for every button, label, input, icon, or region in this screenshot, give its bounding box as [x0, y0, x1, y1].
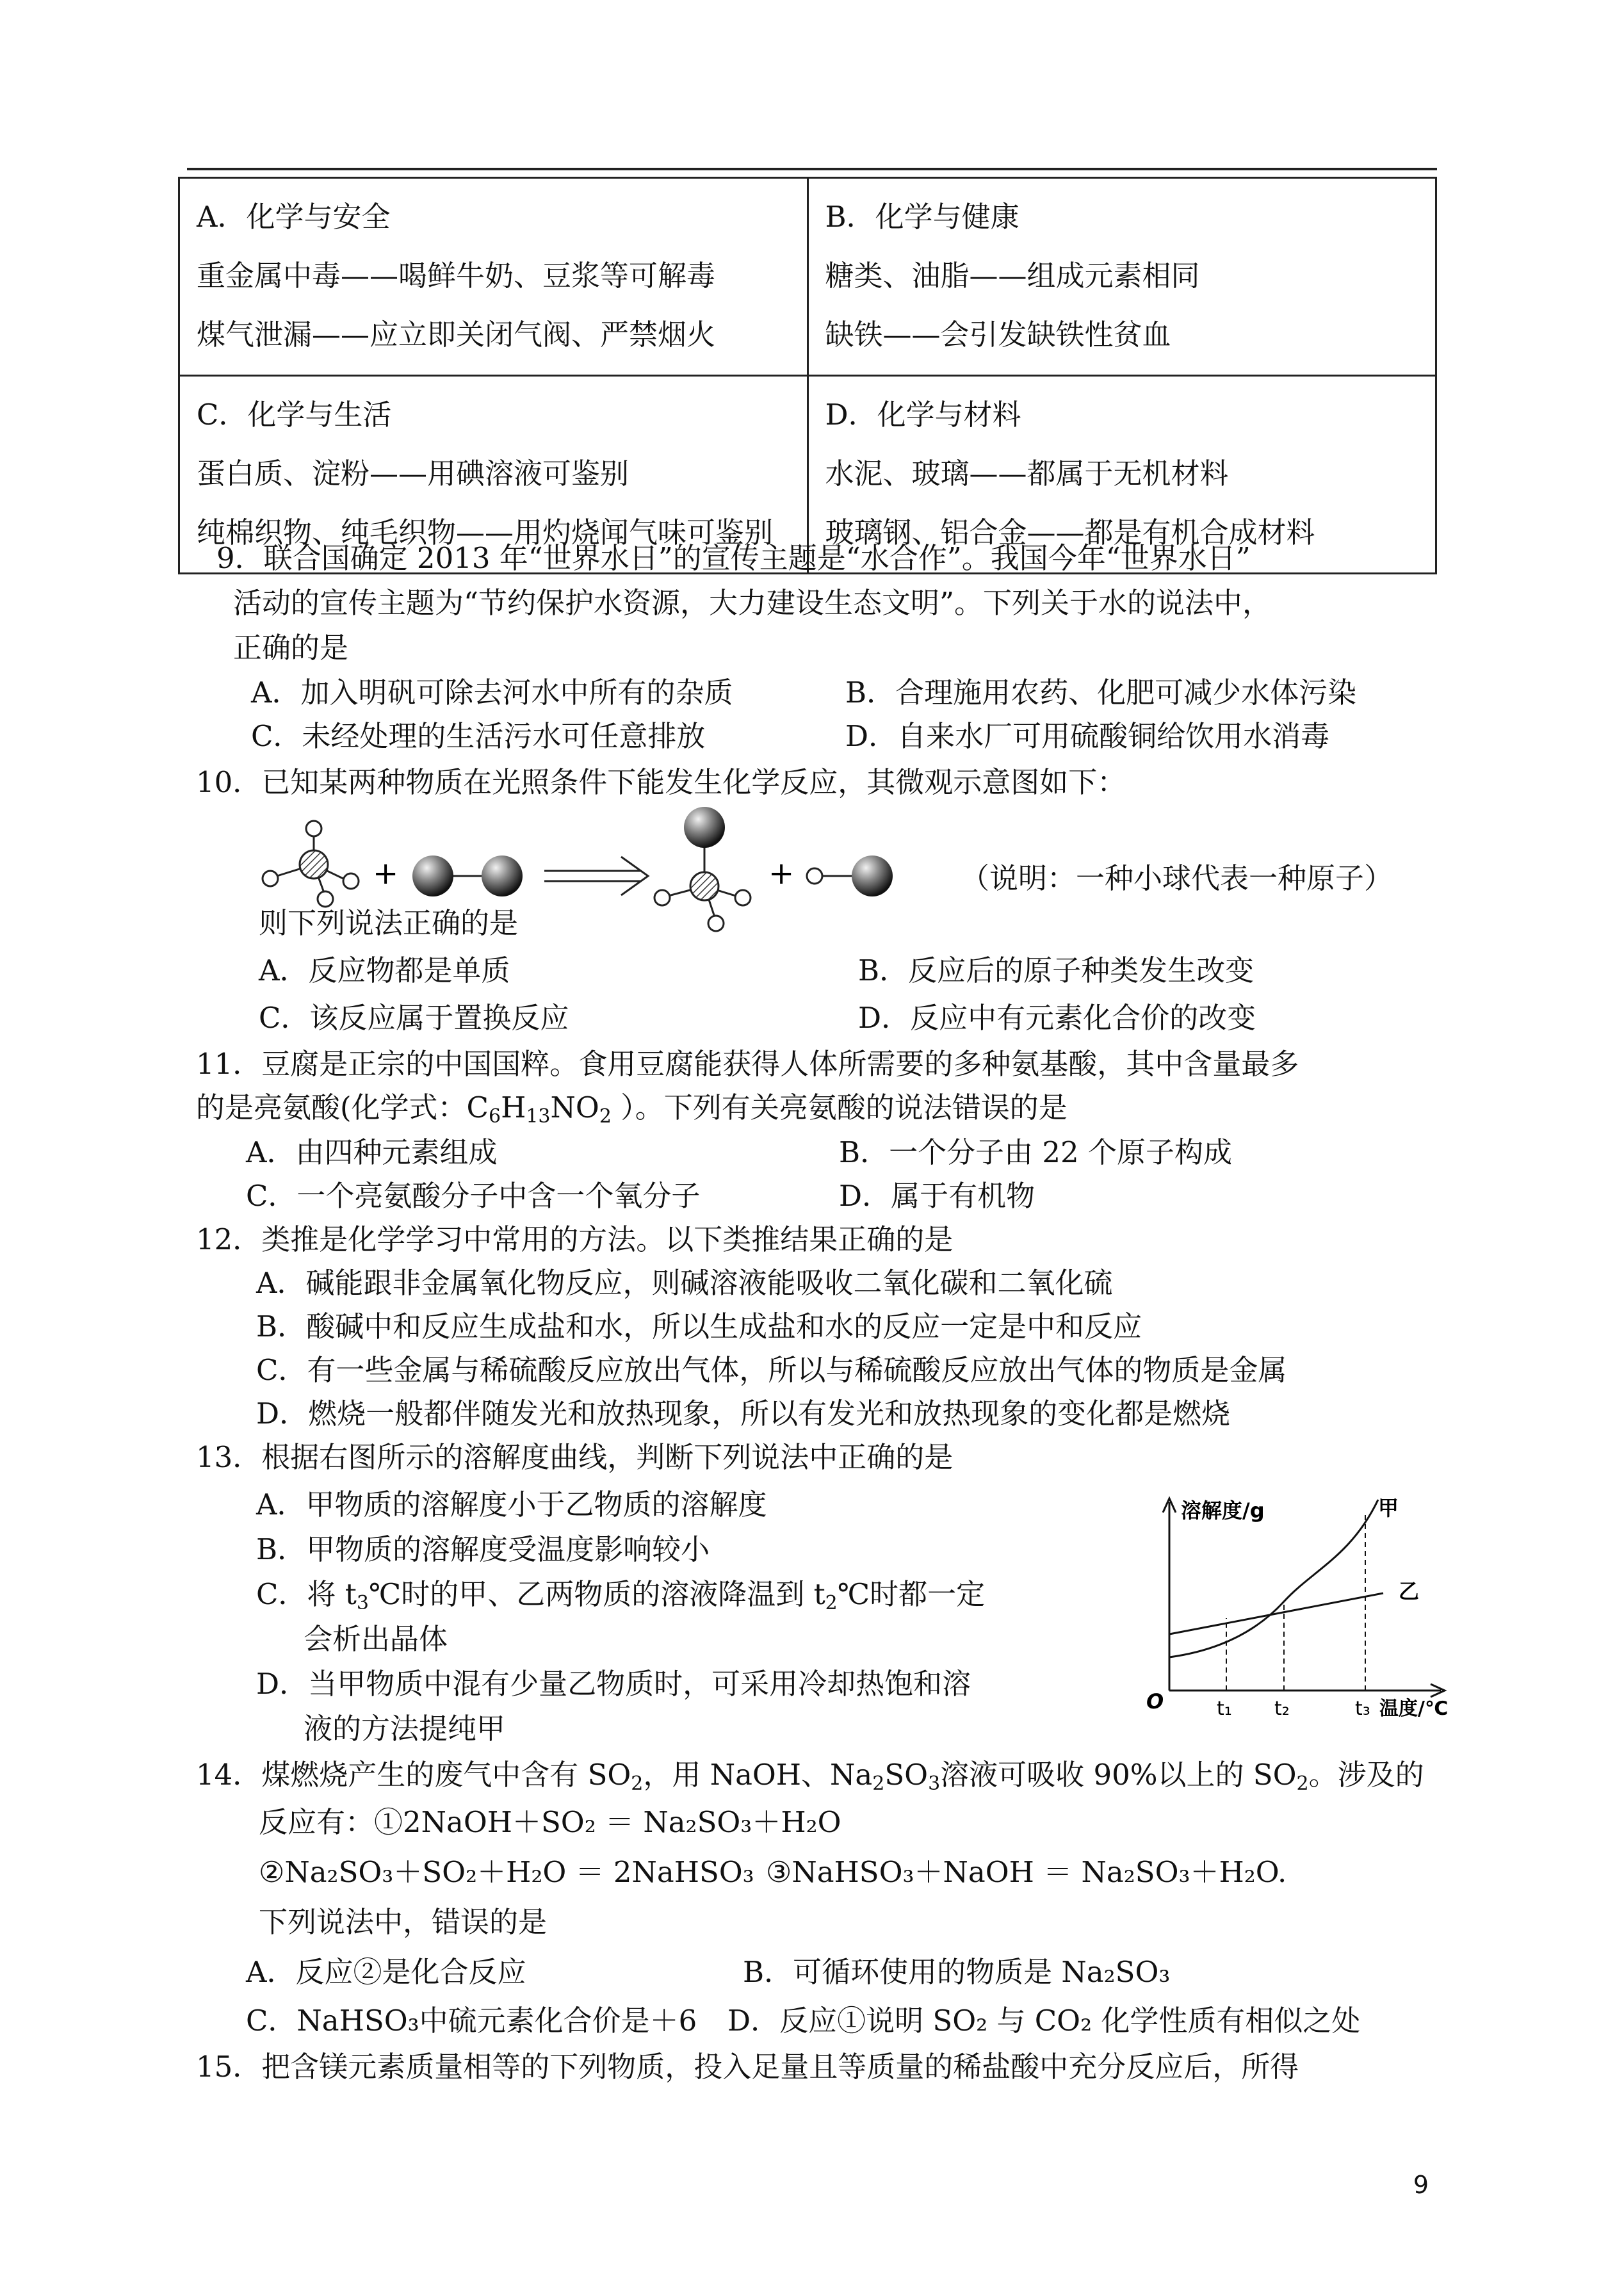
q14-l1-b: ，用 NaOH、Na — [643, 1758, 873, 1792]
origin-label: O — [1146, 1689, 1164, 1714]
q11-option-a: A．由四种元素组成 — [246, 1135, 498, 1169]
chloromethane-molecule — [654, 807, 751, 931]
q13-option-c-line-1 — [256, 1575, 985, 1614]
q9-option-b: B．合理施用农药、化肥可减少水体污染 — [845, 676, 1357, 710]
q14-line-4: 下列说法中，错误的是 — [259, 1905, 548, 1939]
cell-b-line-2: 缺铁——会引发缺铁性贫血 — [825, 318, 1171, 352]
cell-d-title: D．化学与材料 — [825, 398, 1021, 432]
q14-sub-1: 2 — [631, 1772, 644, 1795]
q14-line-3a: ②Na₂SO₃＋SO₂＋H₂O ＝ 2NaHSO₃ — [259, 1855, 754, 1889]
q12-option-a: A．碱能跟非金属氧化物反应，则碱溶液能吸收二氧化碳和二氧化硫 — [256, 1266, 1113, 1300]
cell-c-line-1: 蛋白质、淀粉——用碘溶液可鉴别 — [197, 457, 629, 491]
q14-line-2: 反应有：①2NaOH＋SO₂ ＝ Na₂SO₃＋H₂O — [259, 1805, 841, 1839]
q9-option-a: A．加入明矾可除去河水中所有的杂质 — [251, 676, 733, 710]
q13-option-d-line-1: D．当甲物质中混有少量乙物质时，可采用冷却热饱和溶 — [256, 1667, 971, 1701]
q10-note: （说明：一种小球代表一种原子） — [961, 861, 1393, 895]
x-axis-label: 温度/℃ — [1379, 1698, 1449, 1720]
q13-c-sub-t2: 2 — [825, 1592, 838, 1614]
series-jia-curve — [1169, 1500, 1378, 1657]
chlorine-molecule — [412, 856, 523, 896]
q10-option-a: A．反应物都是单质 — [259, 953, 510, 987]
top-rule — [187, 168, 1437, 170]
q14-option-c: C．NaHSO₃中硫元素化合价是＋6 — [246, 2004, 697, 2038]
cell-a-line-2: 煤气泄漏——应立即关闭气阀、严禁烟火 — [197, 318, 716, 352]
q13-option-a: A．甲物质的溶解度小于乙物质的溶解度 — [256, 1488, 767, 1521]
q14-l1-a: 14．煤燃烧产生的废气中含有 SO — [196, 1758, 631, 1792]
q14-sub-2: 2 — [872, 1772, 885, 1795]
methane-molecule — [263, 821, 359, 907]
plus-sign-1: + — [373, 856, 399, 891]
q9-option-c: C．未经处理的生活污水可任意排放 — [251, 719, 706, 753]
q12-line-1: 12．类推是化学学习中常用的方法。以下类推结果正确的是 — [196, 1222, 954, 1256]
y-axis-label: 溶解度/g — [1181, 1498, 1265, 1523]
q10-option-b: B．反应后的原子种类发生改变 — [858, 953, 1255, 987]
q12-option-c: C．有一些金属与稀硫酸反应放出气体，所以与稀硫酸反应放出气体的物质是金属 — [256, 1353, 1287, 1387]
q11-line-2-text: 的是亮氨酸(化学式：C — [196, 1091, 489, 1124]
knowledge-table — [178, 177, 1437, 574]
cell-a — [179, 178, 808, 376]
plus-sign-2: + — [768, 856, 795, 891]
q9-option-d: D．自来水厂可用硫酸铜给饮用水消毒 — [845, 719, 1330, 753]
hydrogen-chloride-molecule — [807, 856, 893, 896]
q13-c-pre: C．将 t — [256, 1577, 357, 1611]
solubility-chart — [1140, 1479, 1511, 1723]
page-number: 9 — [1413, 2171, 1429, 2199]
q9-line-3: 正确的是 — [233, 631, 349, 665]
q14-option-d: D．反应①说明 SO₂ 与 CO₂ 化学性质有相似之处 — [727, 2004, 1361, 2038]
q9-line-2: 活动的宣传主题为“节约保护水资源，大力建设生态文明”。下列关于水的说法中， — [233, 586, 1272, 620]
q11-sub-2: 2 — [599, 1105, 612, 1128]
q14-line-1 — [196, 1756, 1424, 1794]
cell-b-line-1: 糖类、油脂——组成元素相同 — [825, 259, 1200, 293]
q13-line-1: 13．根据右图所示的溶解度曲线，判断下列说法中正确的是 — [196, 1440, 954, 1474]
q12-option-b: B．酸碱中和反应生成盐和水，所以生成盐和水的反应一定是中和反应 — [256, 1310, 1142, 1343]
q11-line-2 — [196, 1089, 1068, 1127]
tick-label-t2: t₂ — [1274, 1698, 1290, 1720]
cell-c-line-2: 纯棉织物、纯毛织物——用灼烧闻气味可鉴别 — [197, 515, 774, 549]
q14-sub-4: 2 — [1296, 1772, 1309, 1795]
q11-h: H — [501, 1091, 526, 1124]
q9-line-1: 9．联合国确定 2013 年“世界水日”的宣传主题是“水合作”。我国今年“世界水日” — [216, 541, 1251, 575]
q13-option-b: B．甲物质的溶解度受温度影响较小 — [256, 1532, 710, 1566]
q11-line-2-end: ）。下列有关亮氨酸的说法错误的是 — [611, 1091, 1068, 1124]
q10-line-1: 10．已知某两种物质在光照条件下能发生化学反应，其微观示意图如下： — [196, 765, 1126, 799]
q14-option-a: A．反应②是化合反应 — [246, 1955, 526, 1989]
q13-option-d-line-2: 液的方法提纯甲 — [304, 1712, 506, 1746]
q14-sub-3: 3 — [928, 1772, 941, 1795]
q14-l1-d: 溶液可吸收 90%以上的 SO — [940, 1758, 1297, 1792]
q11-sub-6: 6 — [489, 1105, 501, 1128]
q11-sub-13: 13 — [526, 1105, 551, 1128]
q10-option-d: D．反应中有元素化合价的改变 — [858, 1001, 1256, 1035]
q12-option-d: D．燃烧一般都伴随发光和放热现象，所以有发光和放热现象的变化都是燃烧 — [256, 1397, 1231, 1431]
series-yi-label: 乙 — [1399, 1579, 1420, 1603]
q11-option-c: C．一个亮氨酸分子中含一个氧分子 — [246, 1179, 701, 1213]
q13-c-post: ℃时都一定 — [837, 1577, 986, 1611]
q11-line-1: 11．豆腐是正宗的中国国粹。食用豆腐能获得人体所需要的多种氨基酸，其中含量最多 — [196, 1047, 1299, 1081]
cell-d-line-1: 水泥、玻璃——都属于无机材料 — [825, 457, 1229, 491]
q10-line-2: 则下列说法正确的是 — [259, 906, 519, 940]
reaction-arrow — [544, 857, 648, 895]
q11-option-b: B．一个分子由 22 个原子构成 — [839, 1135, 1232, 1169]
q14-line-3b: ③NaHSO₃＋NaOH ＝ Na₂SO₃＋H₂O. — [766, 1855, 1287, 1889]
series-jia-label: 甲 — [1378, 1496, 1399, 1520]
tick-label-t3: t₃ — [1355, 1698, 1370, 1720]
q15-line-1: 15．把含镁元素质量相等的下列物质，投入足量且等质量的稀盐酸中充分反应后，所得 — [196, 2050, 1299, 2084]
cell-d-line-2: 玻璃钢、铝合金——都是有机合成材料 — [825, 515, 1315, 549]
q11-option-d: D．属于有机物 — [839, 1179, 1035, 1213]
q13-c-sub-t3: 3 — [356, 1592, 369, 1614]
cell-c-title: C．化学与生活 — [197, 398, 392, 432]
cell-b — [808, 178, 1436, 376]
series-yi-line — [1169, 1593, 1383, 1634]
q11-no: NO — [550, 1091, 599, 1124]
cell-a-title: A．化学与安全 — [197, 200, 391, 234]
q13-option-c-line-2: 会析出晶体 — [304, 1622, 448, 1656]
q10-option-c: C．该反应属于置换反应 — [259, 1001, 569, 1035]
q14-option-b: B．可循环使用的物质是 Na₂SO₃ — [743, 1955, 1171, 1989]
q14-l1-c: SO — [884, 1758, 929, 1792]
cell-a-line-1: 重金属中毒——喝鲜牛奶、豆浆等可解毒 — [197, 259, 716, 293]
q13-c-mid: ℃时的甲、乙两物质的溶液降温到 t — [368, 1577, 825, 1611]
tick-label-t1: t₁ — [1217, 1698, 1232, 1720]
cell-b-title: B．化学与健康 — [825, 200, 1019, 234]
q14-l1-e: 。涉及的 — [1308, 1758, 1424, 1792]
